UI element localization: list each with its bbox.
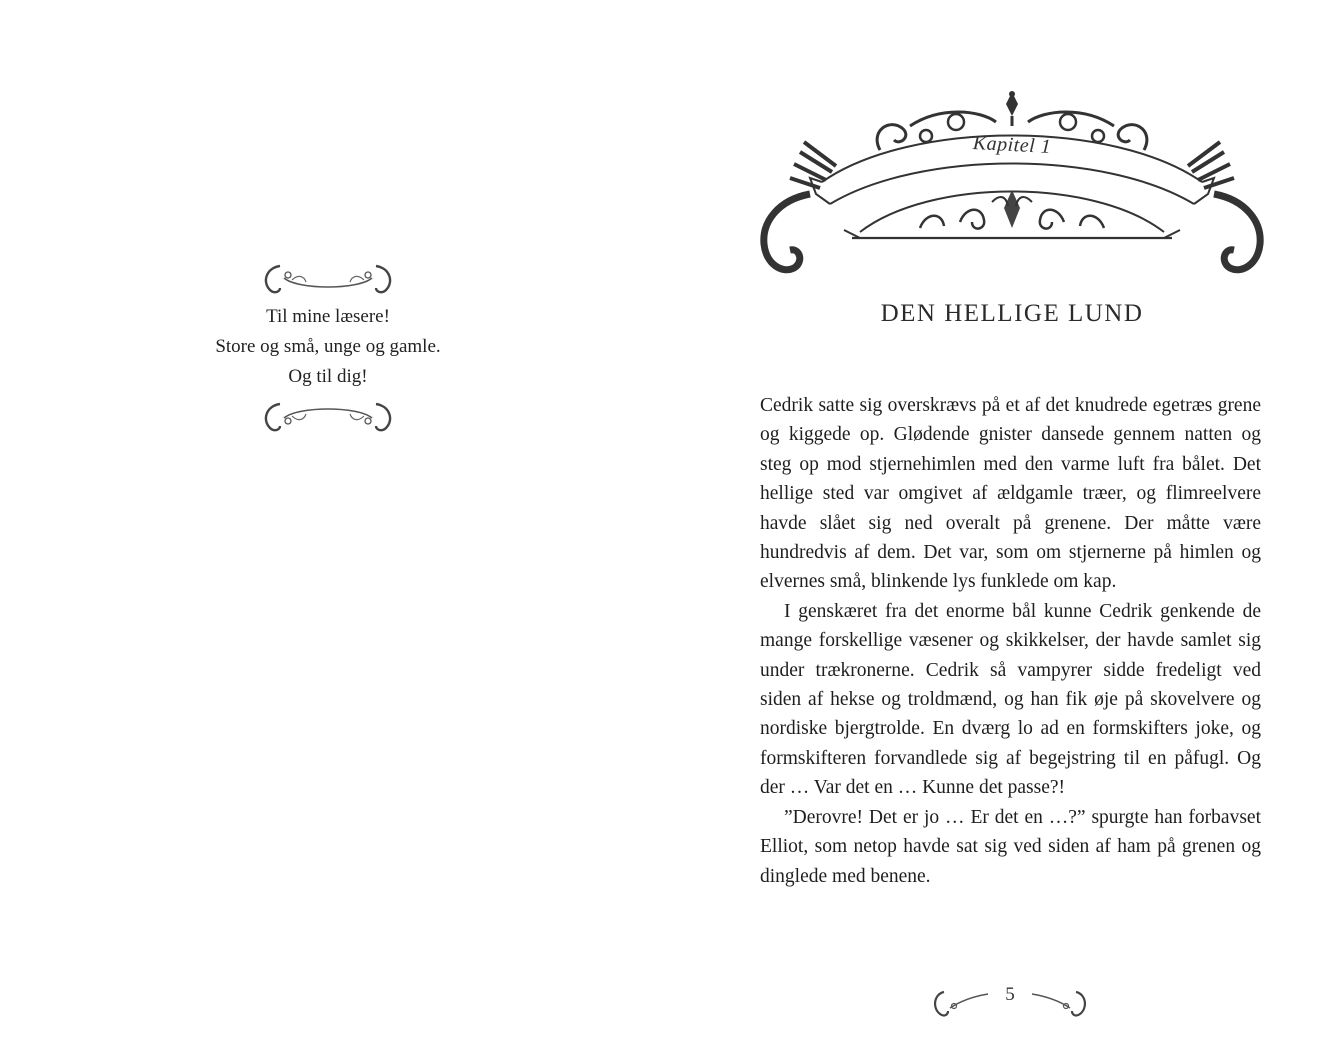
ornamental-banner-icon bbox=[760, 82, 1264, 277]
page-number: 5 bbox=[1005, 984, 1015, 1005]
dedication-line: Store og små, unge og gamle. bbox=[215, 336, 441, 357]
page-footer bbox=[930, 984, 1090, 1020]
paragraph: I genskæret fra det enorme bål kunne Cedrik genkende de mange forskellige væsener og skikkelser, der havde samlet sig under trækronerne. Cedrik så vampyrer sidde fredeligt ved siden af hekse og troldmænd, og han fik øje på skovelvere og nordiske bjergtrolde. En dværg lo ad en formskifters joke, og formskifteren forvandlede sig af begejstring til en påfugl. Og der … Var det en … Kunne det passe?! bbox=[760, 600, 1261, 799]
bottom-flourish-ornament bbox=[258, 400, 398, 434]
dedication-line: Og til dig! bbox=[288, 366, 368, 387]
chapter-banner bbox=[760, 82, 1264, 277]
top-flourish-ornament bbox=[258, 262, 398, 296]
dedication bbox=[190, 262, 466, 434]
chapter-label: Kapitel 1 bbox=[972, 131, 1052, 159]
paragraph: Cedrik satte sig overskrævs på et af det knudrede egetræs grene og kiggede op. Glødende gnister dansede gennem natten og steg op mod stjernehimlen med den varme luft fra bålet. Det hellige sted var omgivet af ældgamle træer, og flimreelvere havde slået sig ned overalt på grenene. Der måtte være hundredvis af dem. Det var, som om stjernerne på himlen og elvernes små, blinkende lys funklede om kap. bbox=[760, 395, 1261, 593]
chapter-title: DEN HELLIGE LUND bbox=[880, 300, 1144, 327]
dedication-text bbox=[190, 302, 466, 392]
chapter-body bbox=[760, 391, 1261, 891]
right-page bbox=[664, 0, 1328, 1043]
paragraph: ”Derovre! Det er jo … Er det en …?” spurgte han forbavset Elliot, som netop havde sat sig ved siden af ham på grenen og dinglede med benene. bbox=[760, 806, 1261, 887]
dedication-line: Til mine læsere! bbox=[266, 306, 390, 327]
